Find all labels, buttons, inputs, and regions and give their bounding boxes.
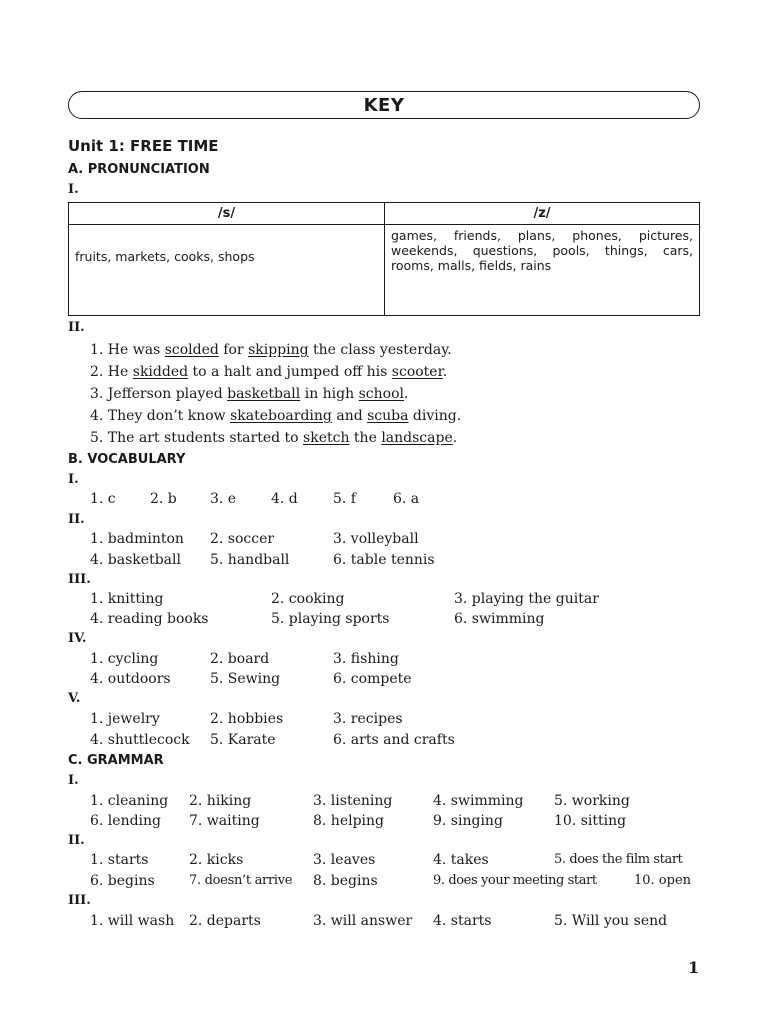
pron-part-1-label: I. — [68, 182, 79, 197]
vocab3-item-6: 6. swimming — [454, 611, 545, 627]
grammar1-item-10: 10. sitting — [554, 813, 627, 829]
grammar3-item-3: 3. will answer — [313, 913, 413, 929]
vocab1-item-6: 6. a — [393, 491, 420, 507]
vocab1-item-3: 3. e — [210, 491, 237, 507]
grammar1-item-5: 5. working — [554, 793, 630, 809]
vocab2-item-2: 2. soccer — [210, 531, 275, 547]
grammar2-item-8: 8. begins — [313, 873, 378, 889]
vocab4-item-1: 1. cycling — [90, 651, 159, 667]
grammar2-item-2: 2. kicks — [189, 852, 244, 868]
grammar1-item-4: 4. swimming — [433, 793, 524, 809]
grammar1-item-9: 9. singing — [433, 813, 503, 829]
vocab4-item-4: 4. outdoors — [90, 671, 171, 687]
vocab2-item-5: 5. handball — [210, 552, 290, 568]
grammar-part-3-label: III. — [68, 893, 91, 908]
grammar2-item-10: 10. open — [634, 873, 692, 888]
vocab3-item-2: 2. cooking — [271, 591, 345, 607]
unit-title: Unit 1: FREE TIME — [68, 137, 219, 155]
vocab5-item-1: 1. jewelry — [90, 711, 160, 727]
vocab1-item-4: 4. d — [271, 491, 298, 507]
vocab1-item-1: 1. c — [90, 491, 116, 507]
vocab2-item-1: 1. badminton — [90, 531, 184, 547]
vocab4-item-6: 6. compete — [333, 671, 412, 687]
vocab5-item-5: 5. Karate — [210, 732, 276, 748]
vocab3-item-1: 1. knitting — [90, 591, 164, 607]
grammar-part-2-label: II. — [68, 833, 85, 848]
vocab5-item-6: 6. arts and crafts — [333, 732, 455, 748]
vocab4-item-5: 5. Sewing — [210, 671, 281, 687]
vocab-part-2-label: II. — [68, 512, 85, 527]
pron-part-2-label: II. — [68, 320, 85, 335]
page-number: 1 — [688, 958, 700, 977]
pron-sentence-3: 3. Jefferson played basketball in high school. — [90, 386, 409, 402]
grammar1-item-1: 1. cleaning — [90, 793, 169, 809]
pron-sentence-4: 4. They don’t know skateboarding and scuba diving. — [90, 408, 462, 424]
vocab5-item-4: 4. shuttlecock — [90, 732, 190, 748]
grammar1-item-2: 2. hiking — [189, 793, 252, 809]
pron-sentence-5: 5. The art students started to sketch the landscape. — [90, 430, 458, 446]
col-header-z: /z/ — [385, 203, 700, 225]
vocab2-item-4: 4. basketball — [90, 552, 181, 568]
vocab4-item-2: 2. board — [210, 651, 270, 667]
pron-sentence-2: 2. He skidded to a halt and jumped off his scooter. — [90, 364, 448, 380]
vocab2-item-6: 6. table tennis — [333, 552, 435, 568]
pronunciation-table — [68, 202, 700, 316]
vocab3-item-5: 5. playing sports — [271, 611, 390, 627]
s-words-cell: fruits, markets, cooks, shops — [69, 225, 385, 316]
grammar3-item-4: 4. starts — [433, 913, 492, 929]
grammar1-item-8: 8. helping — [313, 813, 385, 829]
vocab-part-3-label: III. — [68, 572, 91, 587]
grammar2-item-4: 4. takes — [433, 852, 489, 868]
key-banner — [68, 91, 700, 119]
vocab3-item-3: 3. playing the guitar — [454, 591, 599, 607]
grammar1-item-3: 3. listening — [313, 793, 393, 809]
vocab5-item-3: 3. recipes — [333, 711, 403, 727]
vocab-part-1-label: I. — [68, 472, 79, 487]
vocab3-item-4: 4. reading books — [90, 611, 209, 627]
grammar2-item-5: 5. does the film start — [554, 852, 683, 867]
grammar-part-1-label: I. — [68, 773, 79, 788]
vocab-part-5-label: V. — [68, 691, 81, 706]
vocab4-item-3: 3. fishing — [333, 651, 399, 667]
vocab1-item-5: 5. f — [333, 491, 356, 507]
grammar2-item-9: 9. does your meeting start — [433, 873, 597, 888]
grammar2-item-6: 6. begins — [90, 873, 155, 889]
section-vocabulary: B. VOCABULARY — [68, 452, 186, 467]
grammar2-item-3: 3. leaves — [313, 852, 376, 868]
grammar1-item-7: 7. waiting — [189, 813, 260, 829]
vocab5-item-2: 2. hobbies — [210, 711, 284, 727]
banner-title: KEY — [363, 94, 405, 116]
vocab-part-4-label: IV. — [68, 631, 87, 646]
pron-sentence-1: 1. He was scolded for skipping the class yesterday. — [90, 342, 452, 358]
grammar2-item-1: 1. starts — [90, 852, 149, 868]
vocab2-item-3: 3. volleyball — [333, 531, 419, 547]
col-header-s: /s/ — [69, 203, 385, 225]
z-words-cell: games, friends, plans, phones, pictures, weekends, questions, pools, things, cars, rooms, malls, fields, rains — [385, 225, 700, 316]
section-pronunciation: A. PRONUNCIATION — [68, 162, 210, 177]
section-grammar: C. GRAMMAR — [68, 753, 164, 768]
vocab1-item-2: 2. b — [150, 491, 177, 507]
grammar3-item-5: 5. Will you send — [554, 913, 668, 929]
grammar3-item-2: 2. departs — [189, 913, 261, 929]
grammar2-item-7: 7. doesn’t arrive — [189, 873, 293, 888]
grammar1-item-6: 6. lending — [90, 813, 162, 829]
grammar3-item-1: 1. will wash — [90, 913, 175, 929]
